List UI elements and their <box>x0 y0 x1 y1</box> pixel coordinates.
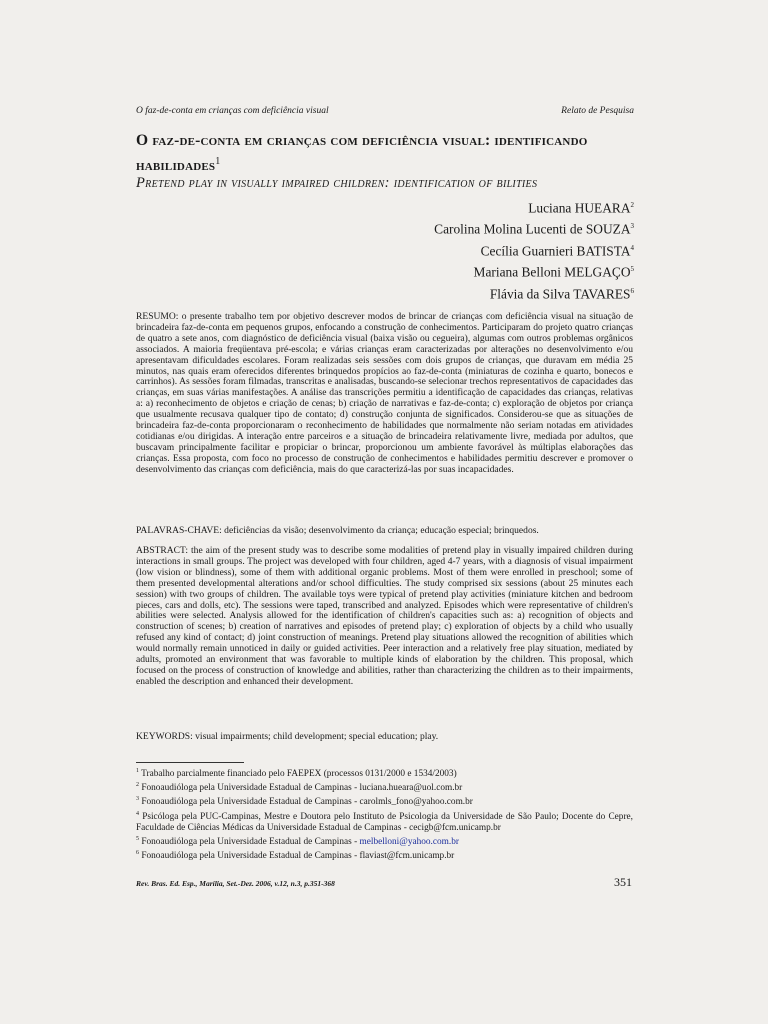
author: Carolina Molina Lucenti de SOUZA$^3$ <box>434 221 634 237</box>
article-title-text: O faz-de-conta em crianças com deficiência visual: identificando habilidades <box>136 132 588 175</box>
author: Mariana Belloni MELGAÇO$^5$ <box>473 264 634 280</box>
keywords-paragraph <box>136 732 633 743</box>
email-link[interactable]: melbelloni@yahoo.com.br <box>359 836 459 847</box>
abstract-text: the aim of the present study was to describe some modalities of pretend play in visually impaired children during interactions in small groups. The project was developed with four children, aged 4-7 years, with a diagnosis of visual impairment (low vision or blindness), some of them with additional organic problems. Most of them were enrolled in preschool; some of them presented developmental alterations and/or school difficulties. The study comprised six sessions (about 25 minutes each session) with two groups of children. The available toys were typical of pretend play activities (miniature kitchen and bedroom pieces, cars and dolls, etc). The sessions were taped, transcribed and analyzed. Episodes which were representative of children's abilities were selected. Analysis allowed for the identification of children's capacities such as: a) recognition of objects and construction of scenes; b) creation of narratives and episodes of pretend play; c) exploration of objects by a child who usually refused any kind of contact; d) joint construction of meanings. Pretend play situations allowed the recognition of abilities which would normally remain unnoticed in daily or guided activities. Peer interaction and a relatively free play situation, mediated by adults, promoted an environment that was favorable to multiple kinds of elaboration by the children. This proposal, which focused on the process of construction of knowledge and abilities, rather than characterizing the children as to their impairments, enabled the description and enhanced their development. <box>136 545 634 687</box>
footnotes <box>136 766 633 862</box>
footnote: $^4$ Psicóloga pela PUC-Campinas, Mestre e Doutora pelo Instituto de Psicologia da Universidade de São Paulo; Docente do Cepre, Faculdade de Ciências Médicas da Universidade Estadual de Campinas - cecigb@fcm.unicamp.br <box>136 810 633 833</box>
abstract-label: ABSTRACT: <box>136 545 189 556</box>
page-footer <box>136 875 632 890</box>
article-title <box>136 130 636 176</box>
author: Flávia da Silva TAVARES$^6$ <box>489 286 634 302</box>
page-number: 351 <box>614 875 632 889</box>
footnote: $^3$ Fonoaudióloga pela Universidade Estadual de Campinas - carolmls_fono@yahoo.com.br <box>136 796 473 808</box>
author: Luciana HUEARA$^2$ <box>528 200 634 216</box>
keywords-text: visual impairments; child development; special education; play. <box>195 731 439 742</box>
keywords-label: KEYWORDS: <box>136 731 193 742</box>
running-header-title: O faz-de-conta em crianças com deficiência visual <box>136 106 329 116</box>
footnote: $^5$ Fonoaudióloga pela Universidade Estadual de Campinas - melbelloni@yahoo.com.br <box>136 835 459 847</box>
running-header <box>136 106 634 116</box>
abstract-paragraph <box>136 546 633 688</box>
article-title-english: Pretend play in visually impaired children: identification of bilities <box>136 175 538 191</box>
footnote: $^6$ Fonoaudióloga pela Universidade Estadual de Campinas - flaviast@fcm.unicamp.br <box>136 850 455 862</box>
palavras-chave-text: deficiências da visão; desenvolvimento da criança; educação especial; brinquedos. <box>224 525 539 536</box>
resumo-label: RESUMO: <box>136 311 179 322</box>
journal-citation: Rev. Bras. Ed. Esp., Marília, Set.-Dez. 2006, v.12, n.3, p.351-368 <box>136 879 335 888</box>
resumo-text: o presente trabalho tem por objetivo descrever modos de brincar de crianças com deficiência visual na situação de brincadeira faz-de-conta em pequenos grupos, enfocando a construção de conhecimentos. Participaram do projeto quatro crianças de quatro a sete anos, com diagnóstico de deficiência visual (baixa visão ou cegueira), algumas com outros problemas orgânicos associados. A maioria freqüentava pré-escola; e várias crianças eram caracterizadas por alterações no desenvolvimento e/ou apresentavam dificuldades escolares. Foram realizadas seis sessões com dois grupos de crianças, que duravam em média 25 minutos, nas quais eram oferecidos diferentes brinquedos propícios ao faz-de-conta (miniaturas de cozinha e quarto, bonecos e carrinhos). As sessões foram filmadas, transcritas e analisadas, buscando-se selecionar trechos representativos de capacidades das crianças, em suas várias manifestações. A análise das transcrições permitiu a identificação de capacidades das crianças, relativas a: a) reconhecimento de objetos e criação de cenas; b) criação de narrativas e faz-de-conta; c) exploração de objetos por criança que usualmente recusava qualquer tipo de contato; d) construção conjunta de significados. Considerou-se que as situações de brincadeira faz-de-conta proporcionaram o reconhecimento de habilidades que normalmente não seriam notadas em atividades cotidianas e/ou dirigidas. A interação entre parceiros e a situação de brincadeira relativamente livre, mediada por adultos, que buscavam principalmente facilitar e propiciar o brincar, proporcionou um ambiente favorável às múltiplas elaborações das crianças. Essa proposta, com foco no processo de construção de conhecimentos e habilidades permitiu descrever e promover o desenvolvimento das crianças com deficiência, mais do que caracterizá-las por suas incapacidades. <box>136 311 633 475</box>
footnote: $^2$ Fonoaudióloga pela Universidade Estadual de Campinas - luciana.hueara@uol.com.br <box>136 782 463 794</box>
author: Cecília Guarnieri BATISTA$^4$ <box>480 243 634 259</box>
article-title-footnote-mark: 1 <box>215 156 221 167</box>
running-header-section: Relato de Pesquisa <box>561 106 634 116</box>
author-list <box>234 196 634 303</box>
resumo-paragraph <box>136 312 633 476</box>
footnote-separator <box>136 762 244 763</box>
palavras-chave-label: PALAVRAS-CHAVE: <box>136 525 222 536</box>
footnote: $^1$ Trabalho parcialmente financiado pelo FAEPEX (processos 0131/2000 e 1534/2003) <box>136 768 457 780</box>
palavras-chave-paragraph <box>136 526 633 537</box>
